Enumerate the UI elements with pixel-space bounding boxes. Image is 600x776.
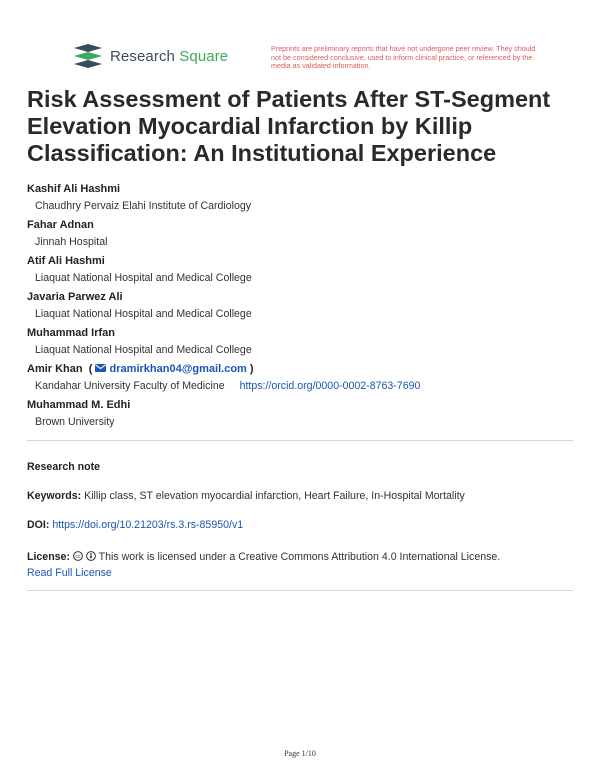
section-divider [27, 440, 573, 441]
author-entry [27, 253, 587, 287]
author-name: Muhammad Irfan [27, 327, 116, 339]
brand-name-square: Square [179, 47, 229, 65]
email-address: dramirkhan04@gmail.com [109, 363, 247, 375]
author-affiliation: Liaquat National Hospital and Medical College [35, 308, 252, 320]
email-link[interactable] [95, 363, 249, 375]
research-square-logo-icon [74, 44, 102, 68]
author-affiliation [27, 377, 587, 395]
preprint-disclaimer: Preprints are preliminary reports that have not undergone peer review. They should not be considered conclusive, used to inform clinical practice, or referenced by the media as validated information. [271, 44, 536, 71]
author-name: Kashif Ali Hashmi [27, 183, 121, 195]
doi-link[interactable]: https://doi.org/10.21203/rs.3.rs-85950/v1 [52, 519, 244, 531]
author-entry [27, 325, 587, 359]
license-line [27, 549, 577, 581]
envelope-icon [95, 364, 106, 372]
corresponding-author-name [27, 361, 587, 377]
article-type [27, 461, 577, 473]
open-paren: ( [88, 363, 93, 375]
corresponding-author-entry [27, 361, 587, 395]
paper-title: Risk Assessment of Patients After ST-Segment Elevation Myocardial Infarction by Killip Classification: An Institutional Experience [27, 86, 551, 166]
creative-commons-icon [73, 551, 83, 561]
research-square-logo[interactable] [74, 44, 228, 68]
read-full-license-link[interactable]: Read Full License [27, 567, 112, 579]
doi-label: DOI: [27, 519, 50, 531]
author-affiliation: Brown University [35, 416, 115, 428]
author-name: Muhammad M. Edhi [27, 399, 131, 411]
author-name: Atif Ali Hashmi [27, 255, 105, 267]
affiliation-text: Kandahar University Faculty of Medicine [35, 380, 225, 392]
attribution-icon [86, 551, 96, 561]
author-entry [27, 217, 587, 251]
keywords-label: Keywords: [27, 490, 82, 502]
author-affiliation: Chaudhry Pervaiz Elahi Institute of Cardiology [35, 200, 252, 212]
page-number: Page 1/10 [284, 749, 316, 758]
author-entry [27, 289, 587, 323]
license-label: License: [27, 551, 70, 563]
brand-name [110, 48, 228, 65]
author-name: Fahar Adnan [27, 219, 94, 231]
close-paren: ) [249, 363, 254, 375]
author-entry [27, 397, 587, 431]
author-entry [27, 181, 587, 215]
orcid-link[interactable]: https://orcid.org/0000-0002-8763-7690 [239, 380, 421, 392]
section-divider [27, 590, 573, 591]
keywords-text: Killip class, ST elevation myocardial infarction, Heart Failure, In-Hospital Mortality [84, 490, 465, 502]
keywords-line [27, 490, 577, 502]
doi-line [27, 519, 577, 531]
brand-name-research: Research [110, 47, 175, 65]
author-name: Javaria Parwez Ali [27, 291, 123, 303]
svg-text:cc: cc [75, 554, 81, 560]
author-list [27, 181, 587, 433]
author-name: Amir Khan [27, 363, 83, 375]
author-affiliation: Jinnah Hospital [35, 236, 108, 248]
author-affiliation: Liaquat National Hospital and Medical College [35, 344, 252, 356]
license-text: This work is licensed under a Creative Commons Attribution 4.0 International License. [98, 551, 501, 563]
author-affiliation: Liaquat National Hospital and Medical College [35, 272, 252, 284]
article-type-label: Research note [27, 461, 101, 473]
